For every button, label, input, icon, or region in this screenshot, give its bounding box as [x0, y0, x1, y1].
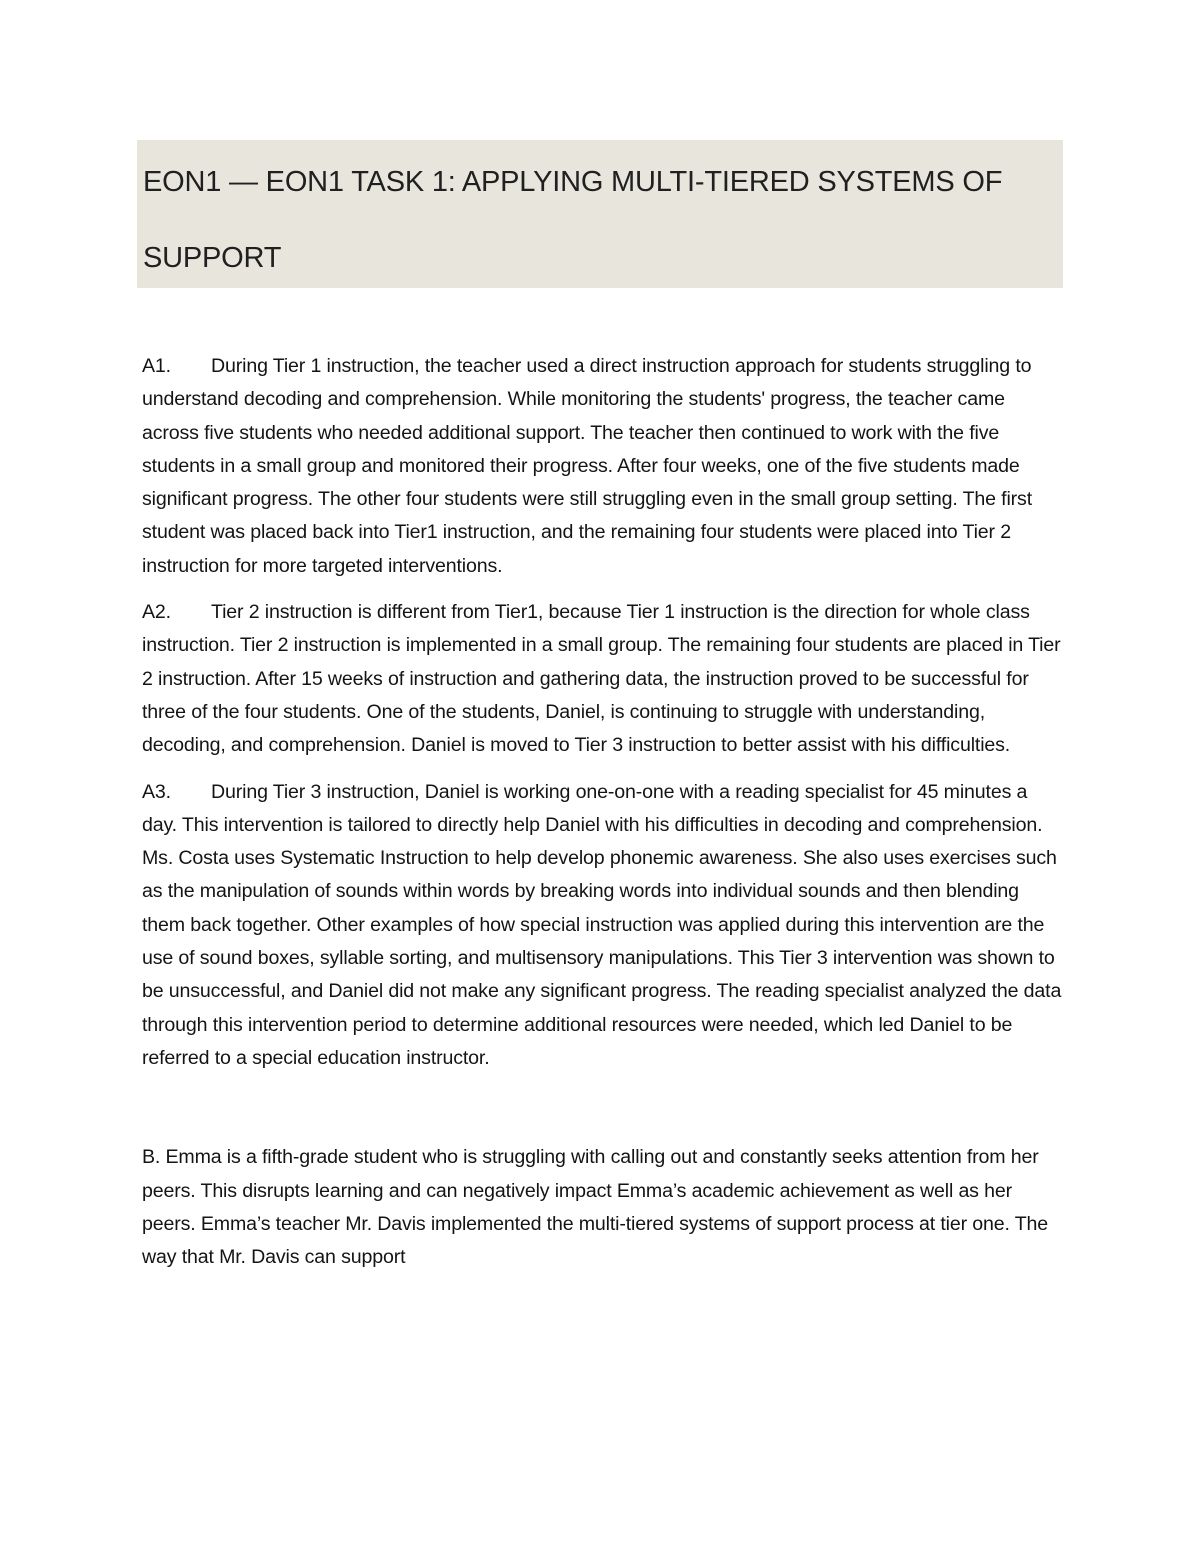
section-a1-label: A1.	[142, 355, 171, 377]
section-a2	[142, 596, 1062, 762]
section-a2-text: Tier 2 instruction is different from Tier1, because Tier 1 instruction is the direction for whole class instruction. Tier 2 instruction is implemented in a small group. The remaining four students are placed in Tier 2 instruction. After 15 weeks of instruction and gathering data, the instruction proved to be successful for three of the four students. One of the students, Daniel, is continuing to struggle with understanding, decoding, and comprehension. Daniel is moved to Tier 3 instruction to better assist with his difficulties.	[142, 601, 1061, 757]
section-b	[142, 1141, 1062, 1274]
section-a3-label: A3.	[142, 780, 171, 803]
section-b-text: B. Emma is a fifth-grade student who is struggling with calling out and constantly seeks attention from her peers. This disrupts learning and can negatively impact Emma’s academic achievement as well as her peers. Emma’s teacher Mr. Davis implemented the multi-tiered systems of support process at tier one. The way that Mr. Davis can support	[142, 1146, 1049, 1269]
section-a2-label: A2.	[142, 601, 171, 624]
document-title: EON1 — EON1 TASK 1: APPLYING MULTI-TIERED SYSTEMS OF SUPPORT	[143, 166, 1003, 274]
document-body	[142, 350, 1062, 1287]
section-a3	[142, 776, 1062, 1076]
section-a1-text: During Tier 1 instruction, the teacher used a direct instruction approach for students struggling to understand decoding and comprehension. While monitoring the students' progress, the teacher came across five students who needed additional support. The teacher then continued to work with the five students in a small group and monitored their progress. After four weeks, one of the five students made significant progress. The other four students were still struggling even in the small group setting. The first student was placed back into Tier1 instruction, and the remaining four students were placed into Tier 2 instruction for more targeted interventions.	[142, 355, 1032, 577]
section-a3-text: During Tier 3 instruction, Daniel is working one-on-one with a reading specialist for 45 minutes a day. This intervention is tailored to directly help Daniel with his difficulties in decoding and comprehension. Ms. Costa uses Systematic Instruction to help develop phonemic awareness. She also uses exercises such as the manipulation of sounds within words by breaking words into individual sounds and then blending them back together. Other examples of how special instruction was applied during this intervention are the use of sound boxes, syllable sorting, and multisensory manipulations. This Tier 3 intervention was shown to be unsuccessful, and Daniel did not make any significant progress. The reading specialist analyzed the data through this intervention period to determine additional resources were needed, which led Daniel to be referred to a special education instructor.	[142, 780, 1062, 1069]
section-a1	[142, 350, 1062, 583]
title-banner	[137, 140, 1063, 288]
